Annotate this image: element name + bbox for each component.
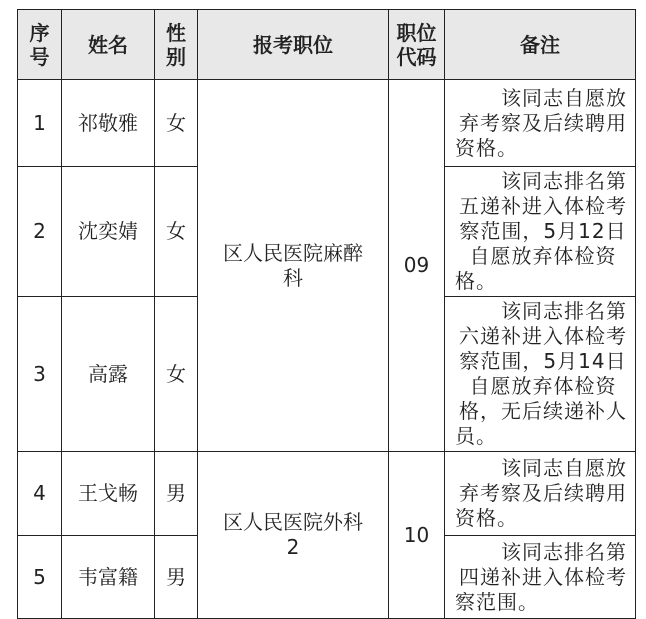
position-cell xyxy=(198,80,389,452)
position-cell xyxy=(198,452,389,619)
candidate-table xyxy=(17,9,636,619)
gender-cell: 女 xyxy=(155,80,198,167)
remark-cell xyxy=(445,80,636,167)
header-code-line2: 代码 xyxy=(396,44,437,69)
remark-text: 该同志排名第五递补进入体检考察范围，5月12日自愿放弃体检资格。 xyxy=(455,169,627,293)
seq-cell: 3 xyxy=(18,297,62,452)
gender-cell: 男 xyxy=(155,452,198,536)
name-cell: 高露 xyxy=(62,297,155,452)
header-name: 姓名 xyxy=(62,10,155,80)
table-row xyxy=(18,452,636,536)
seq-cell: 2 xyxy=(18,167,62,297)
header-gender-line2: 别 xyxy=(166,44,186,69)
name-cell: 沈奕婧 xyxy=(62,167,155,297)
name-cell: 祁敬雅 xyxy=(62,80,155,167)
remark-text: 该同志自愿放弃考察及后续聘用资格。 xyxy=(455,456,627,530)
header-code xyxy=(389,10,445,80)
remark-cell xyxy=(445,452,636,536)
remark-text: 该同志自愿放弃考察及后续聘用资格。 xyxy=(455,85,627,160)
top-edge-fragment xyxy=(420,0,646,4)
header-seq-line1: 序 xyxy=(29,20,50,45)
header-code-line1: 职位 xyxy=(396,20,437,45)
remark-cell xyxy=(445,536,636,619)
position-text: 区人民医院外科2 xyxy=(223,510,363,559)
seq-cell: 1 xyxy=(18,80,62,167)
code-cell: 09 xyxy=(389,80,445,452)
gender-cell: 女 xyxy=(155,297,198,452)
code-cell: 10 xyxy=(389,452,445,619)
remark-text: 该同志排名第六递补进入体检考察范围，5月14日自愿放弃体检资格，无后续递补人员。 xyxy=(455,299,627,448)
gender-cell: 女 xyxy=(155,167,198,297)
seq-cell: 5 xyxy=(18,536,62,619)
header-seq-line2: 号 xyxy=(29,44,50,69)
name-cell: 韦富籍 xyxy=(62,536,155,619)
table-row xyxy=(18,80,636,167)
header-seq xyxy=(18,10,62,80)
remark-cell xyxy=(445,167,636,297)
gender-cell: 男 xyxy=(155,536,198,619)
remark-cell xyxy=(445,297,636,452)
remark-text: 该同志排名第四递补进入体检考察范围。 xyxy=(455,539,627,614)
header-remark: 备注 xyxy=(445,10,636,80)
seq-cell: 4 xyxy=(18,452,62,536)
name-cell: 王戈畅 xyxy=(62,452,155,536)
header-row xyxy=(18,10,636,80)
header-gender xyxy=(155,10,198,80)
header-position: 报考职位 xyxy=(198,10,389,80)
header-gender-line1: 性 xyxy=(166,20,186,45)
position-text: 区人民医院麻醉科 xyxy=(223,240,363,290)
